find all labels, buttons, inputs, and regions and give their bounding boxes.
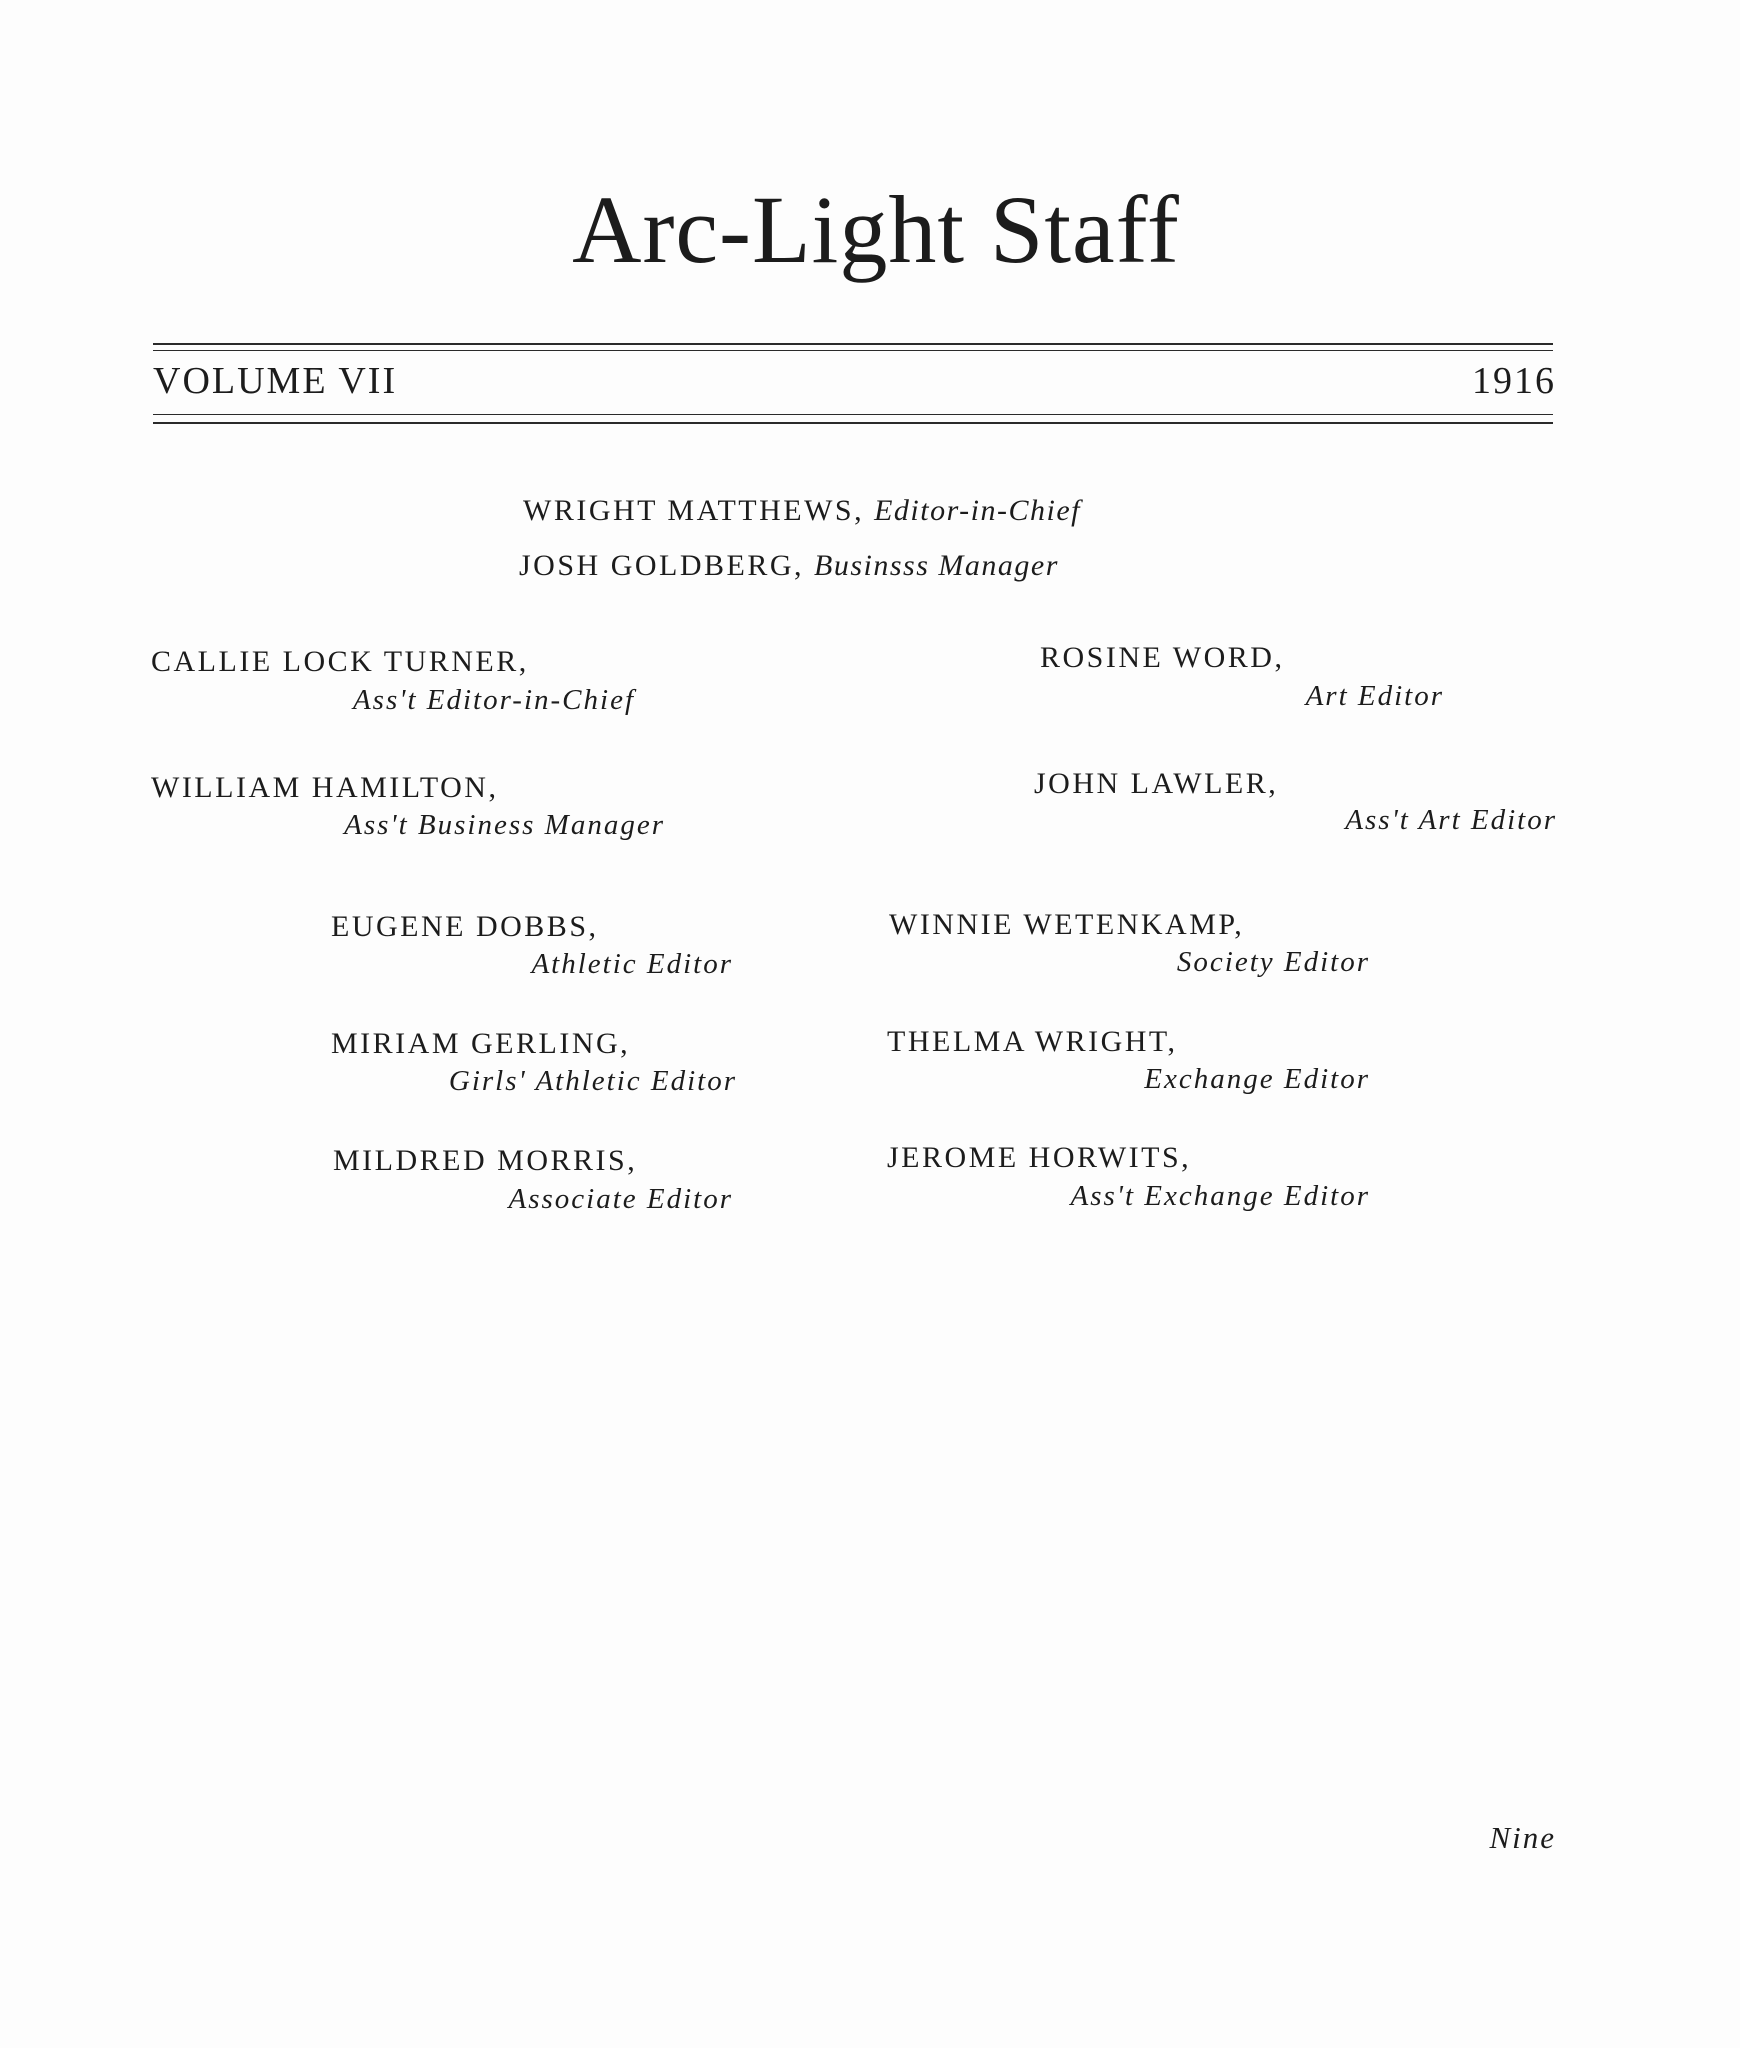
volume-label: VOLUME VII	[153, 360, 398, 402]
staff-name: ROSINE WORD,	[1040, 641, 1285, 674]
staff-role: Associate Editor	[508, 1183, 733, 1215]
page-title: Arc-Light Staff	[572, 176, 1180, 283]
staff-role: Art Editor	[1305, 680, 1444, 712]
staff-name: THELMA WRIGHT,	[887, 1025, 1178, 1058]
staff-name: MIRIAM GERLING,	[331, 1027, 631, 1060]
staff-role: Editor-in-Chief	[874, 494, 1081, 527]
staff-name: WRIGHT MATTHEWS,	[523, 494, 865, 527]
staff-name: JEROME HORWITS,	[887, 1141, 1192, 1174]
staff-name: EUGENE DOBBS,	[331, 910, 599, 943]
lead-staff-entry	[523, 496, 1081, 526]
staff-name: JOHN LAWLER,	[1034, 767, 1279, 800]
staff-role: Athletic Editor	[531, 948, 733, 980]
staff-role: Ass't Editor-in-Chief	[352, 684, 635, 716]
staff-role: Ass't Art Editor	[1345, 804, 1557, 836]
lead-staff-entry	[519, 551, 1059, 581]
staff-name: WINNIE WETENKAMP,	[889, 908, 1245, 941]
staff-role: Exchange Editor	[1144, 1063, 1370, 1095]
staff-role: Girls' Athletic Editor	[448, 1065, 737, 1097]
bottom-rule-inner	[153, 414, 1553, 415]
staff-role: Society Editor	[1176, 946, 1370, 978]
staff-name: JOSH GOLDBERG,	[519, 549, 805, 582]
top-rule-outer	[153, 343, 1553, 345]
staff-name: MILDRED MORRIS,	[333, 1144, 638, 1177]
staff-name: WILLIAM HAMILTON,	[151, 771, 499, 804]
staff-role: Businsss Manager	[814, 549, 1059, 582]
staff-role: Ass't Business Manager	[344, 809, 665, 841]
year-label: 1916	[1472, 360, 1556, 402]
staff-name: CALLIE LOCK TURNER,	[151, 645, 529, 678]
page-number-label: Nine	[1489, 1820, 1556, 1855]
bottom-rule-outer	[153, 422, 1553, 424]
staff-role: Ass't Exchange Editor	[1070, 1180, 1370, 1212]
top-rule-inner	[153, 350, 1553, 351]
